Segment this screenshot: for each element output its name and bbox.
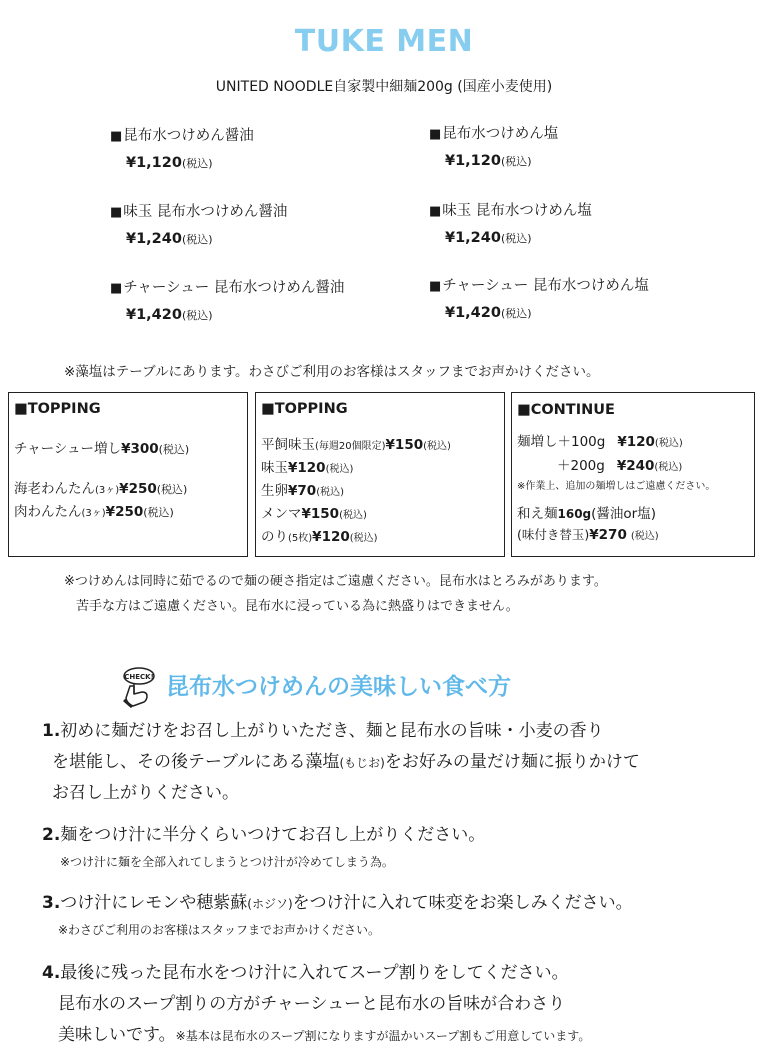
bullet-square: ■: [110, 281, 123, 296]
step-4: [42, 958, 569, 983]
tax-label: (税込): [423, 441, 451, 452]
topping-row: [14, 437, 242, 457]
topping-price: ¥150: [385, 437, 424, 453]
menu-item-price: ¥1,420: [445, 305, 501, 321]
tax-label: (税込): [181, 309, 213, 322]
topping-row: [261, 456, 499, 476]
step-text: つけ汁にレモンや穂紫蘇: [60, 893, 248, 913]
bullet-square: ■: [429, 127, 442, 142]
aemen-label: 和え麺: [517, 506, 558, 522]
topping-box-2: [255, 392, 505, 557]
tax-label: (税込): [349, 533, 378, 544]
menu-item-price: ¥1,420: [126, 307, 182, 323]
continue-row: [517, 525, 749, 543]
step-4-line-3: [58, 1020, 590, 1045]
tax-label: (税込): [158, 443, 190, 456]
step-text: 麺をつけ汁に半分くらいつけてお召し上がりください。: [60, 825, 486, 845]
continue-price: ¥270: [589, 527, 627, 543]
topping-price: ¥300: [121, 441, 159, 457]
menu-item-name: チャーシュー 昆布水つけめん醤油: [123, 280, 345, 296]
step-2: [42, 820, 485, 845]
continue-box: [511, 392, 755, 557]
reading-hint: (もじお): [339, 756, 385, 770]
topping-row: [261, 479, 499, 499]
step-number: 2.: [42, 825, 61, 845]
tax-label: (税込): [181, 233, 213, 246]
topping-extra: (毎週20個限定): [315, 441, 386, 452]
step-text: をお好みの量だけ麺に振りかけて: [384, 752, 640, 772]
topping-box-1: [8, 392, 248, 557]
step-1-line-3: お召し上がりください。: [52, 783, 239, 803]
bullet-square: ■: [429, 279, 442, 294]
tax-label: (税込): [143, 506, 174, 519]
topping-price: ¥150: [301, 506, 340, 522]
seasoning-note: ※藻塩はテーブルにあります。わさびご利用のお客様はスタッフまでお声かけください。: [64, 364, 600, 380]
topping-row: [261, 433, 499, 453]
box-heading: ■TOPPING: [14, 401, 101, 417]
topping-name: メンマ: [261, 506, 302, 522]
topping-row: [261, 502, 499, 522]
tax-label: (税込): [500, 155, 532, 168]
menu-item: [110, 200, 287, 247]
topping-extra: (3ヶ): [81, 508, 106, 519]
topping-price: ¥70: [288, 483, 317, 499]
continue-row: [557, 454, 749, 474]
tax-label: (税込): [316, 487, 344, 498]
topping-name: チャーシュー増し: [14, 441, 122, 457]
topping-row: [14, 477, 242, 497]
step-number: 1.: [42, 721, 61, 741]
menu-item-price: ¥1,120: [445, 153, 501, 169]
noodle-note-1: ※つけめんは同時に茹でるので麺の硬さ指定はご遠慮ください。昆布水はとろみがあります。: [64, 574, 607, 589]
topping-extra: (3ヶ): [95, 485, 120, 496]
menu-item-name: 味玉 昆布水つけめん塩: [442, 203, 592, 219]
bullet-square: ■: [110, 205, 123, 220]
tax-label: (税込): [181, 157, 213, 170]
aemen-weight: 160g: [557, 507, 592, 521]
menu-item: [429, 199, 592, 246]
tax-label: (税込): [654, 438, 683, 449]
noodle-description: UNITED NOODLE自家製中細麺200g (国産小麦使用): [215, 79, 553, 95]
continue-row: [517, 430, 749, 450]
topping-name: のり: [261, 529, 288, 545]
step-4-note: ※基本は昆布水のスープ割になりますが温かいスープ割もご用意しています。: [175, 1029, 591, 1043]
step-text: を堪能し、その後テーブルにある藻塩: [52, 752, 340, 772]
topping-name: 生卵: [261, 483, 288, 499]
continue-note: ※作業上、追加の麺増しはご遠慮ください。: [517, 481, 716, 492]
tax-label: (税込): [339, 510, 367, 521]
check-pointing-icon: [120, 666, 162, 710]
step-1-line-2: [52, 747, 640, 772]
menu-item-name: チャーシュー 昆布水つけめん塩: [442, 278, 649, 294]
topping-name: 肉わんたん: [14, 504, 82, 520]
continue-label: 麺増し＋100g: [517, 434, 606, 450]
step-text: 最後に残った昆布水をつけ汁に入れてスープ割りをしてください。: [60, 963, 569, 983]
menu-item: [110, 124, 254, 171]
howto-title: 昆布水つけめんの美味しい食べ方: [166, 674, 511, 700]
menu-item: [429, 122, 558, 169]
menu-item: [429, 274, 649, 321]
step-4-line-2: 昆布水のスープ割りの方がチャーシューと昆布水の旨味が合わさり: [58, 994, 566, 1014]
step-number: 4.: [42, 963, 61, 983]
box-heading: ■CONTINUE: [517, 402, 615, 418]
menu-item-name: 昆布水つけめん醤油: [123, 128, 254, 144]
topping-row: [261, 525, 499, 545]
topping-extra: (5枚): [288, 533, 313, 544]
topping-name: 海老わんたん: [14, 481, 95, 497]
box-heading: ■TOPPING: [261, 401, 348, 417]
aemen-flavor: (醤油or塩): [591, 506, 656, 522]
page-title: TUKE MEN: [294, 24, 474, 59]
kaedama-label: (味付き替玉): [517, 527, 590, 542]
topping-price: ¥250: [105, 504, 144, 520]
menu-item: [110, 276, 344, 323]
tax-label: (税込): [500, 232, 532, 245]
topping-price: ¥120: [288, 460, 326, 476]
check-label: CHECK!: [124, 673, 154, 681]
topping-name: 平飼味玉: [261, 437, 315, 453]
topping-price: ¥250: [119, 481, 157, 497]
step-3: [42, 888, 633, 913]
topping-name: 味玉: [261, 460, 288, 476]
continue-row: [517, 502, 749, 522]
menu-item-price: ¥1,240: [445, 230, 501, 246]
menu-item-name: 昆布水つけめん塩: [442, 126, 559, 142]
noodle-note-2: 苦手な方はご遠慮ください。昆布水に浸っている為に熱盛りはできません。: [76, 599, 519, 614]
tax-label: (税込): [630, 531, 659, 542]
reading-hint: (ホジソ): [247, 897, 293, 911]
tax-label: (税込): [325, 464, 354, 475]
step-3-note: ※わさびご利用のお客様はスタッフまでお声かけください。: [58, 923, 381, 937]
continue-price: ¥240: [616, 458, 655, 474]
tax-label: (税込): [500, 307, 532, 320]
step-1: [42, 716, 604, 741]
topping-price: ¥120: [312, 529, 350, 545]
continue-price: ¥120: [617, 434, 655, 450]
step-number: 3.: [42, 893, 61, 913]
step-text: 美味しいです。: [58, 1025, 176, 1045]
continue-label: ＋200g: [557, 458, 605, 474]
topping-row: [14, 500, 242, 520]
menu-item-price: ¥1,120: [126, 155, 182, 171]
step-text: をつけ汁に入れて味変をお楽しみください。: [292, 893, 633, 913]
bullet-square: ■: [110, 129, 123, 144]
tax-label: (税込): [654, 462, 683, 473]
step-2-note: ※つけ汁に麺を全部入れてしまうとつけ汁が冷めてしまう為。: [60, 855, 394, 869]
bullet-square: ■: [429, 204, 442, 219]
tax-label: (税込): [156, 483, 188, 496]
menu-item-name: 味玉 昆布水つけめん醤油: [123, 204, 288, 220]
menu-item-price: ¥1,240: [126, 231, 182, 247]
step-text: 初めに麺だけをお召し上がりいただき、麺と昆布水の旨味・小麦の香り: [60, 721, 604, 741]
